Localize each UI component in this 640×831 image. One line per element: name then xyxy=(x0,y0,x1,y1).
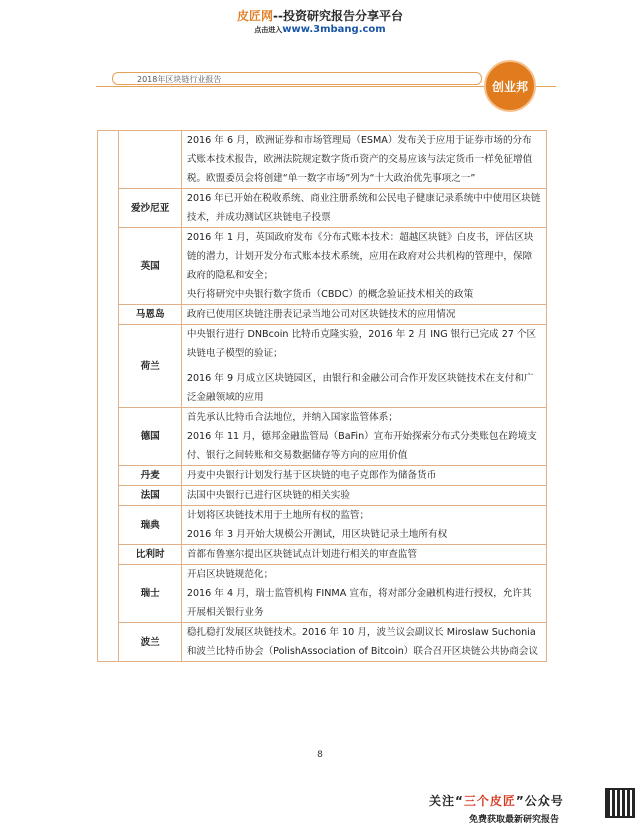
follow-suffix: ”公众号 xyxy=(515,794,564,808)
table-row xyxy=(98,565,547,623)
description-text: 2016 年 3 月开始大规模公开测试，用区块链记录土地所有权 xyxy=(186,529,448,540)
table-row xyxy=(98,189,547,228)
site-link[interactable] xyxy=(0,24,640,36)
country-cell: 波兰 xyxy=(119,623,181,662)
description-cell xyxy=(181,305,546,325)
table-row xyxy=(98,305,547,325)
country-cell: 英国 xyxy=(119,228,181,305)
url-prefix: 点击进入 xyxy=(254,26,283,34)
description-text: 丹麦中央银行计划发行基于区块链的电子克郎作为储备货币 xyxy=(186,470,437,481)
country-cell: 马恩岛 xyxy=(119,305,181,325)
country-cell: 瑞典 xyxy=(119,506,181,545)
description-text: 法国中央银行已进行区块链的相关实验 xyxy=(186,490,350,501)
description-text: 2016 年 1 月，英国政府发布《分布式账本技术：超越区块链》白皮书，评估区块链的潜力，计划开发分布式账本技术系统，应用在政府对公共机构的管理中，保障政府的隐私和安全； xyxy=(186,232,534,281)
table-row xyxy=(98,486,547,506)
country-policy-table xyxy=(97,130,547,662)
description-text: 央行将研究中央银行数字货币（CBDC）的概念验证技术相关的政策 xyxy=(186,289,474,300)
logo-text: 创业邦 xyxy=(491,79,528,94)
description-text: 2016 年 6 月，欧洲证券和市场管理局（ESMA）发布关于应用于证券市场的分布式账本技术报告，欧洲法院规定数字货币资产的交易应该与法定货币一样免征增值税。欧盟委员会将创建“单一数字市场”列为“十大政治优先事项之一” xyxy=(186,135,533,184)
country-cell: 瑞士 xyxy=(119,565,181,623)
description-cell xyxy=(181,506,546,545)
description-text: 计划将区块链技术用于土地所有权的监管； xyxy=(186,510,370,521)
description-text: 政府已使用区块链注册表记录当地公司对区块链技术的应用情况 xyxy=(186,309,456,320)
description-text: 2016 年 11 月，德邦金融监管局（BaFin）宣布开始探索分布式分类账包在跨境支付、银行之间转账和交易数据储存等方向的应用价值 xyxy=(186,431,537,461)
description-cell xyxy=(181,189,546,228)
description-cell xyxy=(181,623,546,662)
table-row xyxy=(98,466,547,486)
description-text: 首先承认比特币合法地位，并纳入国家监管体系； xyxy=(186,412,398,423)
site-url[interactable]: www.3mbang.com xyxy=(282,24,386,35)
country-cell xyxy=(119,131,181,189)
brand-logo xyxy=(484,60,536,112)
report-title: 2018年区块链行业报告 xyxy=(112,72,482,85)
site-brand xyxy=(0,9,640,23)
country-cell: 法国 xyxy=(119,486,181,506)
region-column xyxy=(98,131,119,662)
follow-prefix: 关注“ xyxy=(429,794,464,808)
account-name: 三个皮匠 xyxy=(463,794,516,808)
table-row xyxy=(98,545,547,565)
brand-name: 皮匠网 xyxy=(237,9,274,23)
description-cell xyxy=(181,545,546,565)
table-row xyxy=(98,325,547,408)
description-text: 稳扎稳打发展区块链技术。2016 年 10 月，波兰议会副议长 Miroslaw Suchonia 和波兰比特币协会（PolishAssociation of Bitcoin）联合召开区块链公共协商会议 xyxy=(186,627,539,657)
description-cell xyxy=(181,466,546,486)
description-text: 中央银行进行 DNBcoin 比特币克隆实验，2016 年 2 月 ING 银行已完成 27 个区块链电子模型的验证； xyxy=(186,329,537,359)
description-cell xyxy=(181,325,546,408)
description-cell xyxy=(181,228,546,305)
country-cell: 爱沙尼亚 xyxy=(119,189,181,228)
table-row xyxy=(98,131,547,189)
description-cell xyxy=(181,486,546,506)
follow-banner xyxy=(429,792,564,809)
description-text: 2016 年已开始在税收系统、商业注册系统和公民电子健康记录系统中中使用区块链技术，并成功测试区块链电子投票 xyxy=(186,193,541,223)
country-cell: 德国 xyxy=(119,408,181,466)
description-cell xyxy=(181,565,546,623)
table-row xyxy=(98,623,547,662)
country-cell: 荷兰 xyxy=(119,325,181,408)
description-text: 开启区块链规范化； xyxy=(186,569,274,580)
description-text: 2016 年 4 月，瑞士监管机构 FINMA 宣布，将对部分金融机构进行授权，允许其开展相关银行业务 xyxy=(186,588,532,618)
description-cell xyxy=(181,131,546,189)
table-row xyxy=(98,506,547,545)
brand-tagline: --投资研究报告分享平台 xyxy=(273,9,403,23)
description-text: 2016 年 9 月成立区块链园区，由银行和金融公司合作开发区块链技术在支付和广泛金融领域的应用 xyxy=(186,373,534,403)
qr-code-icon[interactable] xyxy=(605,788,635,818)
description-text: 首都布鲁塞尔提出区块链试点计划进行相关的审查监管 xyxy=(186,549,418,560)
table-row xyxy=(98,228,547,305)
table-row xyxy=(98,408,547,466)
country-cell: 丹麦 xyxy=(119,466,181,486)
page-number: 8 xyxy=(317,750,323,760)
free-reports-text: 免费获取最新研究报告 xyxy=(469,815,560,825)
description-cell xyxy=(181,408,546,466)
country-cell: 比利时 xyxy=(119,545,181,565)
